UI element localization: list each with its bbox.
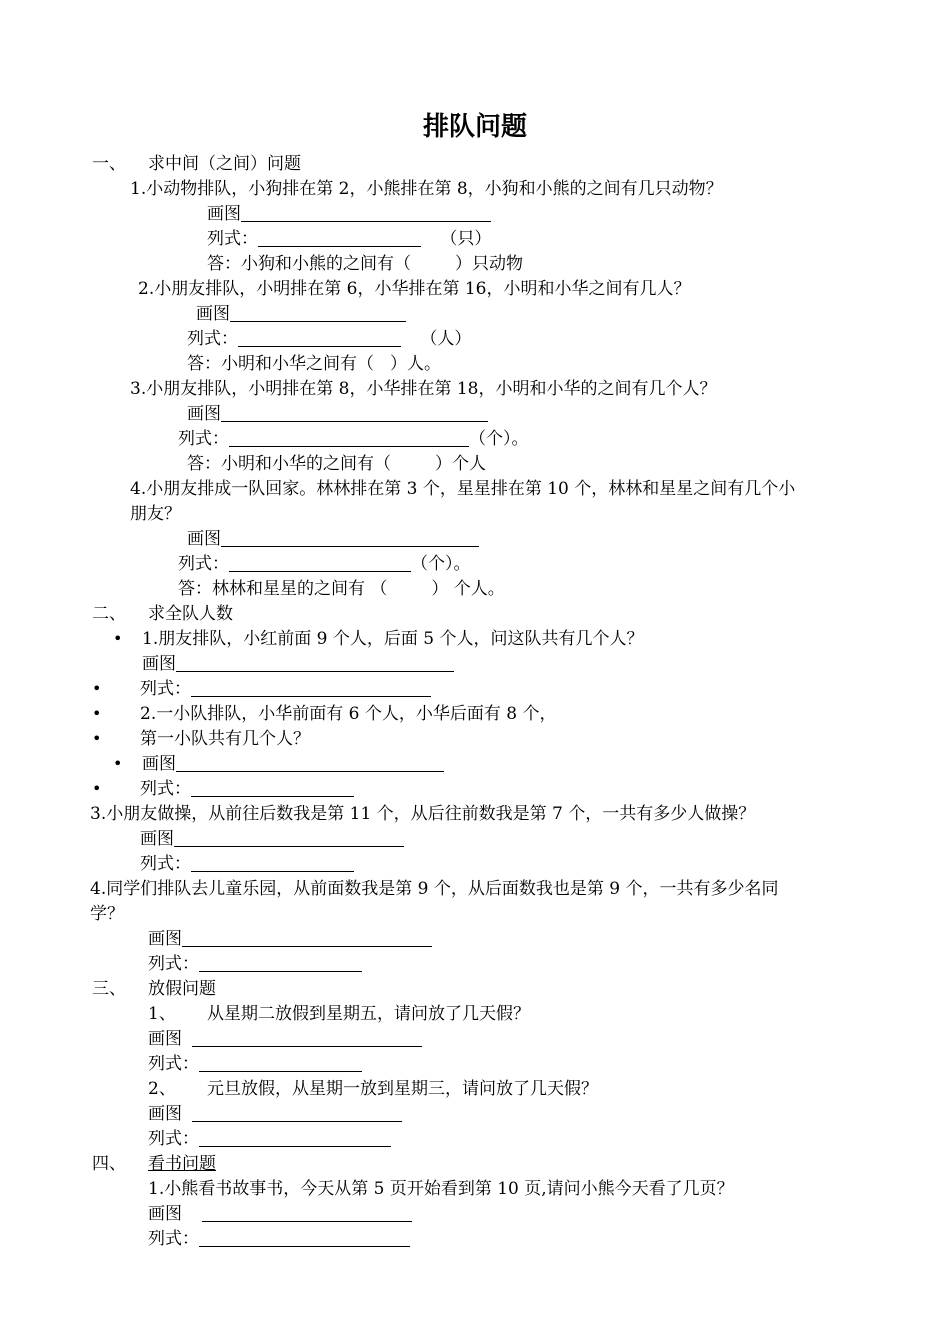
answer-prefix: 答：林林和星星的之间有 （: [178, 579, 388, 599]
draw-label: 画图: [207, 204, 241, 224]
s3-q1-text: 从星期二放假到星期五，请问放了几天假？: [207, 1004, 530, 1024]
unit-label: （只）: [440, 229, 492, 249]
unit-label: （个）。: [469, 429, 529, 449]
bullet-icon: •: [113, 629, 123, 648]
s2-q2-formula: [140, 777, 354, 801]
s2-q1-formula: [140, 677, 431, 701]
s2-q4-text-line2: 学？: [90, 904, 124, 924]
bullet-icon: •: [113, 754, 123, 773]
s1-q4-draw: [187, 527, 479, 551]
section-2-title: 求全队人数: [148, 604, 233, 624]
section-2-number: 二、: [92, 604, 126, 624]
draw-blank[interactable]: [176, 753, 444, 772]
s2-q4-text-line1: 4.同学们排队去儿童乐园，从前面数我是第 9 个，从后面数我也是第 9 个，一共有多少名同: [90, 879, 779, 899]
answer-suffix: ） 个人。: [431, 579, 505, 599]
s2-q2-text-line1: 2.一小队排队，小华前面有 6 个人，小华后面有 8 个，: [140, 704, 557, 724]
draw-blank[interactable]: [230, 303, 406, 322]
formula-label: 列式：: [140, 854, 191, 874]
section-1-number: 一、: [92, 154, 126, 174]
s4-q1-formula: [148, 1227, 410, 1251]
draw-blank[interactable]: [221, 528, 479, 547]
formula-label: 列式：: [148, 1229, 199, 1249]
section-4-number: 四、: [92, 1154, 126, 1174]
answer-prefix: 答：小明和小华之间有（: [187, 354, 374, 374]
formula-label: 列式：: [148, 1054, 199, 1074]
answer-suffix: ）个人: [435, 454, 486, 474]
s3-q1-draw: [148, 1027, 422, 1051]
formula-label: 列式：: [148, 1129, 199, 1149]
draw-label: 画图: [148, 1029, 182, 1049]
s2-q1-text: 1.朋友排队，小红前面 9 个人，后面 5 个人，问这队共有几个人？: [142, 629, 644, 649]
draw-blank[interactable]: [182, 928, 432, 947]
s1-q4-text-line1: 4.小朋友排成一队回家。林林排在第 3 个，星星排在第 10 个，林林和星星之间有几个小: [130, 479, 796, 499]
s1-q2-formula: [187, 327, 471, 351]
s1-q3-formula: [178, 427, 529, 451]
section-3-number: 三、: [92, 979, 126, 999]
formula-label: 列式：: [140, 679, 191, 699]
draw-blank[interactable]: [241, 203, 491, 222]
s1-q2-text: 2.小朋友排队，小明排在第 6，小华排在第 16，小明和小华之间有几人？: [138, 279, 691, 299]
s2-q3-draw: [140, 827, 404, 851]
s2-q3-formula: [140, 852, 354, 876]
s2-q2-draw: [142, 752, 444, 776]
s1-q3-answer: [187, 452, 486, 476]
draw-blank[interactable]: [176, 653, 454, 672]
formula-blank[interactable]: [229, 553, 411, 572]
formula-label: 列式：: [178, 554, 229, 574]
section-1-title: 求中间（之间）问题: [148, 154, 301, 174]
formula-blank[interactable]: [238, 328, 401, 347]
formula-blank[interactable]: [199, 1053, 362, 1072]
formula-blank[interactable]: [191, 678, 431, 697]
answer-suffix: ）只动物: [455, 254, 523, 274]
draw-label: 画图: [148, 1204, 182, 1224]
s1-q4-formula: [178, 552, 471, 576]
s1-q1-formula: [207, 227, 491, 251]
s1-q4-answer: [178, 577, 505, 601]
bullet-icon: •: [92, 779, 102, 798]
s3-q2-text: 元旦放假，从星期一放到星期三，请问放了几天假？: [207, 1079, 598, 1099]
s4-q1-text: 1.小熊看书故事书，今天从第 5 页开始看到第 10 页,请问小熊今天看了几页？: [148, 1179, 734, 1199]
draw-label: 画图: [140, 829, 174, 849]
bullet-icon: •: [92, 679, 102, 698]
answer-suffix: ）人。: [390, 354, 441, 374]
draw-blank[interactable]: [192, 1028, 422, 1047]
s3-q1-number: 1、: [148, 1004, 176, 1024]
s2-q4-draw: [148, 927, 432, 951]
s2-q1-draw: [142, 652, 454, 676]
s2-q4-formula: [148, 952, 362, 976]
formula-label: 列式：: [148, 954, 199, 974]
section-4-title: 看书问题: [148, 1154, 216, 1174]
draw-blank[interactable]: [174, 828, 404, 847]
bullet-icon: •: [92, 729, 102, 748]
page-title: 排队问题: [422, 112, 527, 142]
s1-q1-answer: [207, 252, 523, 276]
s1-q2-answer: [187, 352, 441, 376]
formula-blank[interactable]: [258, 228, 421, 247]
formula-blank[interactable]: [199, 1228, 410, 1247]
formula-label: 列式：: [140, 779, 191, 799]
s4-q1-draw: [148, 1202, 412, 1226]
formula-label: 列式：: [207, 229, 258, 249]
formula-blank[interactable]: [191, 853, 354, 872]
formula-blank[interactable]: [191, 778, 354, 797]
draw-label: 画图: [187, 404, 221, 424]
draw-label: 画图: [142, 654, 176, 674]
s3-q1-formula: [148, 1052, 362, 1076]
section-3-title: 放假问题: [148, 979, 216, 999]
s3-q2-formula: [148, 1127, 391, 1151]
s1-q3-draw: [187, 402, 488, 426]
bullet-icon: •: [92, 704, 102, 723]
draw-label: 画图: [148, 1104, 182, 1124]
draw-blank[interactable]: [221, 403, 488, 422]
draw-label: 画图: [187, 529, 221, 549]
draw-label: 画图: [148, 929, 182, 949]
draw-label: 画图: [196, 304, 230, 324]
formula-label: 列式：: [178, 429, 229, 449]
s1-q2-draw: [196, 302, 406, 326]
formula-label: 列式：: [187, 329, 238, 349]
s2-q3-text: 3.小朋友做操，从前往后数我是第 11 个，从后往前数我是第 7 个，一共有多少人做操？: [90, 804, 756, 824]
answer-prefix: 答：小明和小华的之间有（: [187, 454, 391, 474]
s3-q2-number: 2、: [148, 1079, 176, 1099]
s1-q1-text: 1.小动物排队，小狗排在第 2，小熊排在第 8，小狗和小熊的之间有几只动物？: [130, 179, 723, 199]
unit-label: （人）: [420, 329, 472, 349]
s1-q3-text: 3.小朋友排队，小明排在第 8，小华排在第 18，小明和小华的之间有几个人？: [130, 379, 717, 399]
formula-blank[interactable]: [199, 1128, 391, 1147]
formula-blank[interactable]: [229, 428, 469, 447]
s1-q1-draw: [207, 202, 491, 226]
s1-q4-text-line2: 朋友？: [130, 504, 181, 524]
formula-blank[interactable]: [199, 953, 362, 972]
s3-q2-draw: [148, 1102, 402, 1126]
draw-blank[interactable]: [202, 1203, 412, 1222]
unit-label: （个）。: [411, 554, 471, 574]
draw-blank[interactable]: [192, 1103, 402, 1122]
s2-q2-text-line2: 第一小队共有几个人？: [140, 729, 310, 749]
draw-label: 画图: [142, 754, 176, 774]
answer-prefix: 答：小狗和小熊的之间有（: [207, 254, 411, 274]
